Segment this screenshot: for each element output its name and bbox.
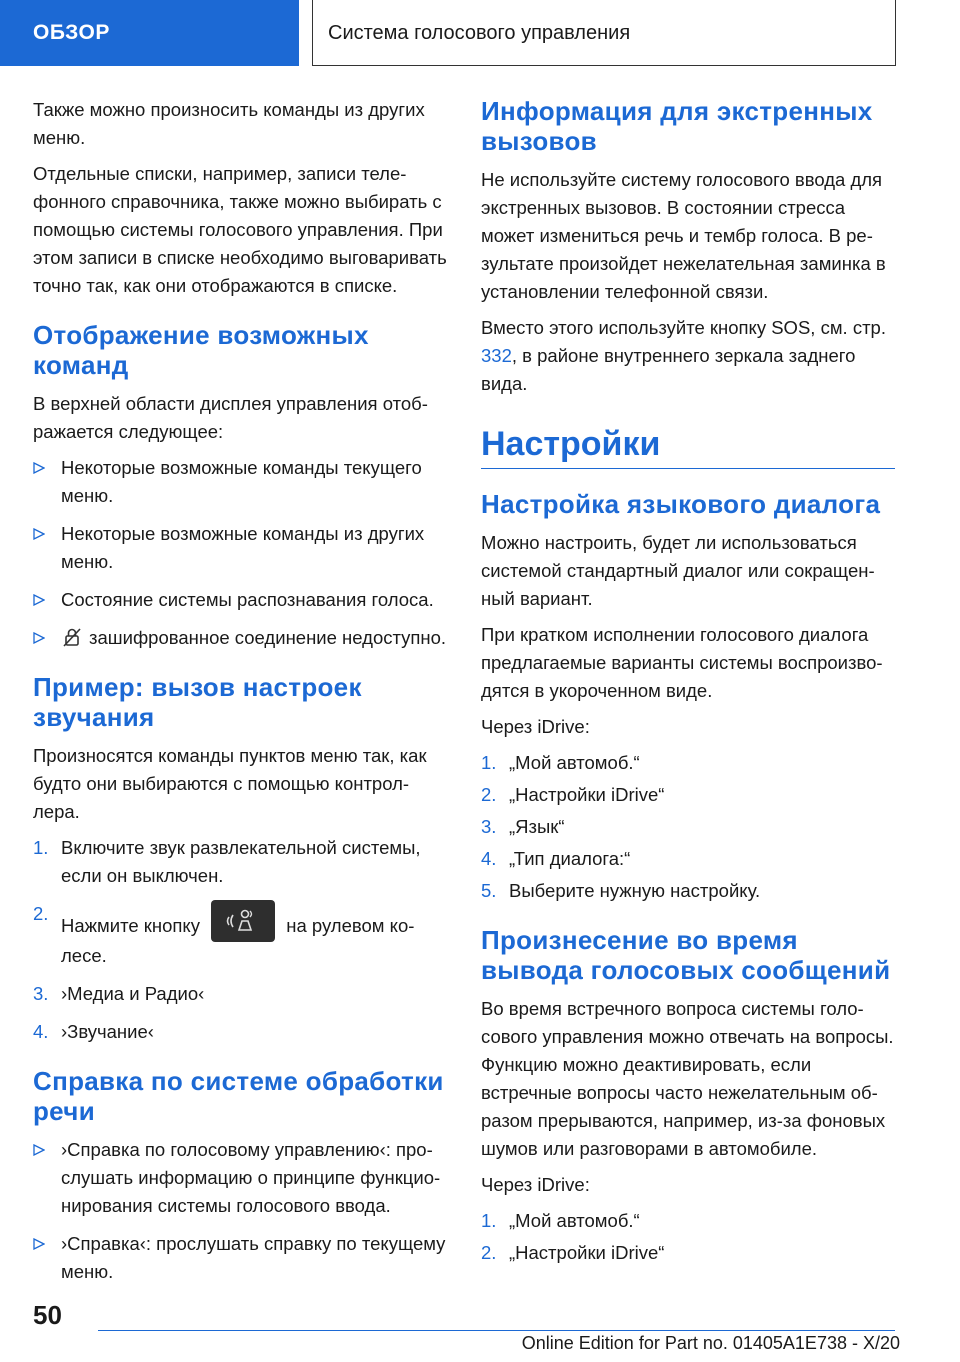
list-item: 1. „Мой автомоб.“ [481,752,640,773]
numbered-list [481,749,895,905]
bullet-triangle-icon [33,1144,45,1156]
paragraph: Через iDrive: [481,1174,590,1195]
paragraph: Произносятся команды пунктов меню так, как будто они выбираются с помощью контроллера. [33,745,427,822]
list-item: 3. ›Медиа и Радио‹ [33,983,205,1004]
paragraph: Во время встречного вопроса системы голосового управления можно отвечать на вопросы. Функцию можно деактивировать, если встречные вопросы часто нежелательным образом прерываются, например, из-за фоновых шумов или разговорами в автомобиле. [481,998,894,1159]
list-item: Состояние системы распознавания голоса. [33,586,448,614]
heading-dialog-setting: Настройка языкового диалога [481,489,881,519]
numbered-list [481,1207,895,1267]
bullet-triangle-icon [33,462,45,474]
heading-sound-example: Пример: вызов настроек звучания [33,672,362,732]
paragraph: Можно настроить, будет ли использоваться системой стандартный диалог или сокращенный вариант. [481,532,875,609]
list-item: 5. Выберите нужную настройку. [481,880,761,901]
edition-note: Online Edition for Part no. 01405A1E738 - X/20 [521,1333,900,1353]
heading-possible-commands: Отображение возможных команд [33,320,369,380]
list-item: 4. ›Звучание‹ [33,1021,154,1042]
heading-speak-during-output: Произнесение во время вывода голосовых сообщений [481,925,891,985]
bullet-list [33,1136,448,1286]
list-item: зашифрованное соединение недоступно. [33,624,448,652]
list-item: 2. „Настройки iDrive“ [481,784,665,805]
bullet-triangle-icon [33,528,45,540]
list-item: 4. „Тип диалога:“ [481,848,631,869]
page-number: 50 [33,1300,62,1330]
list-item: 3. „Язык“ [481,816,565,837]
paragraph: Отдельные списки, например, записи телефонного справочника, также можно выбирать с помощью системы голосового управления. При этом записи в списке необходимо выговаривать точно так, как они отображаются в списке. [33,163,447,296]
page-link[interactable]: 332 [481,345,512,366]
bullet-triangle-icon [33,632,45,644]
paragraph: При кратком исполнении голосового диалога предлагаемые варианты системы воспроизводятся в укороченном виде. [481,624,883,701]
list-item: ›Справка‹: прослушать справку по текущему меню. [33,1230,448,1286]
section-tab: ОБЗОР [0,0,299,66]
bullet-list [33,454,448,652]
heading-emergency: Информация для экстренных вызовов [481,96,873,156]
page-header [0,0,960,68]
no-encryption-icon [61,626,83,648]
list-item: 2. Нажмите кнопку на рулевом колесе. [33,900,448,970]
list-item: 2. „Настройки iDrive“ [481,1242,665,1263]
chapter-title: Система голосового управления [312,0,896,66]
list-item: 1. „Мой автомоб.“ [481,1210,640,1231]
bullet-triangle-icon [33,594,45,606]
bullet-triangle-icon [33,1238,45,1250]
paragraph: Вместо этого используйте кнопку SOS, см. стр. 332, в районе внутреннего зеркала заднего вида. [481,317,886,394]
right-column [481,96,895,1275]
left-column [33,96,448,1296]
list-item: Некоторые возможные команды текущего меню. [33,454,448,510]
list-item: Некоторые возможные команды из других меню. [33,520,448,576]
heading-settings: Настройки [481,424,895,469]
numbered-list [33,834,448,1046]
voice-command-button-icon [211,900,275,942]
paragraph: Не используйте систему голосового ввода для экстренных вызовов. В состоянии стресса может измениться речь и тембр голоса. В результате произойдет нежелательная заминка в установлении телефонной связи. [481,169,886,302]
footer-divider [98,1330,895,1331]
heading-speech-help: Справка по системе обработки речи [33,1066,444,1126]
paragraph: Через iDrive: [481,716,590,737]
paragraph: Также можно произносить команды из других меню. [33,99,425,148]
list-item: 1. Включите звук развлекательной системы, если он выключен. [33,837,421,886]
list-item: ›Справка по голосовому управлению‹: прослушать информацию о принципе функционирования системы голосового ввода. [33,1136,448,1220]
paragraph: В верхней области дисплея управления отображается следующее: [33,393,428,442]
